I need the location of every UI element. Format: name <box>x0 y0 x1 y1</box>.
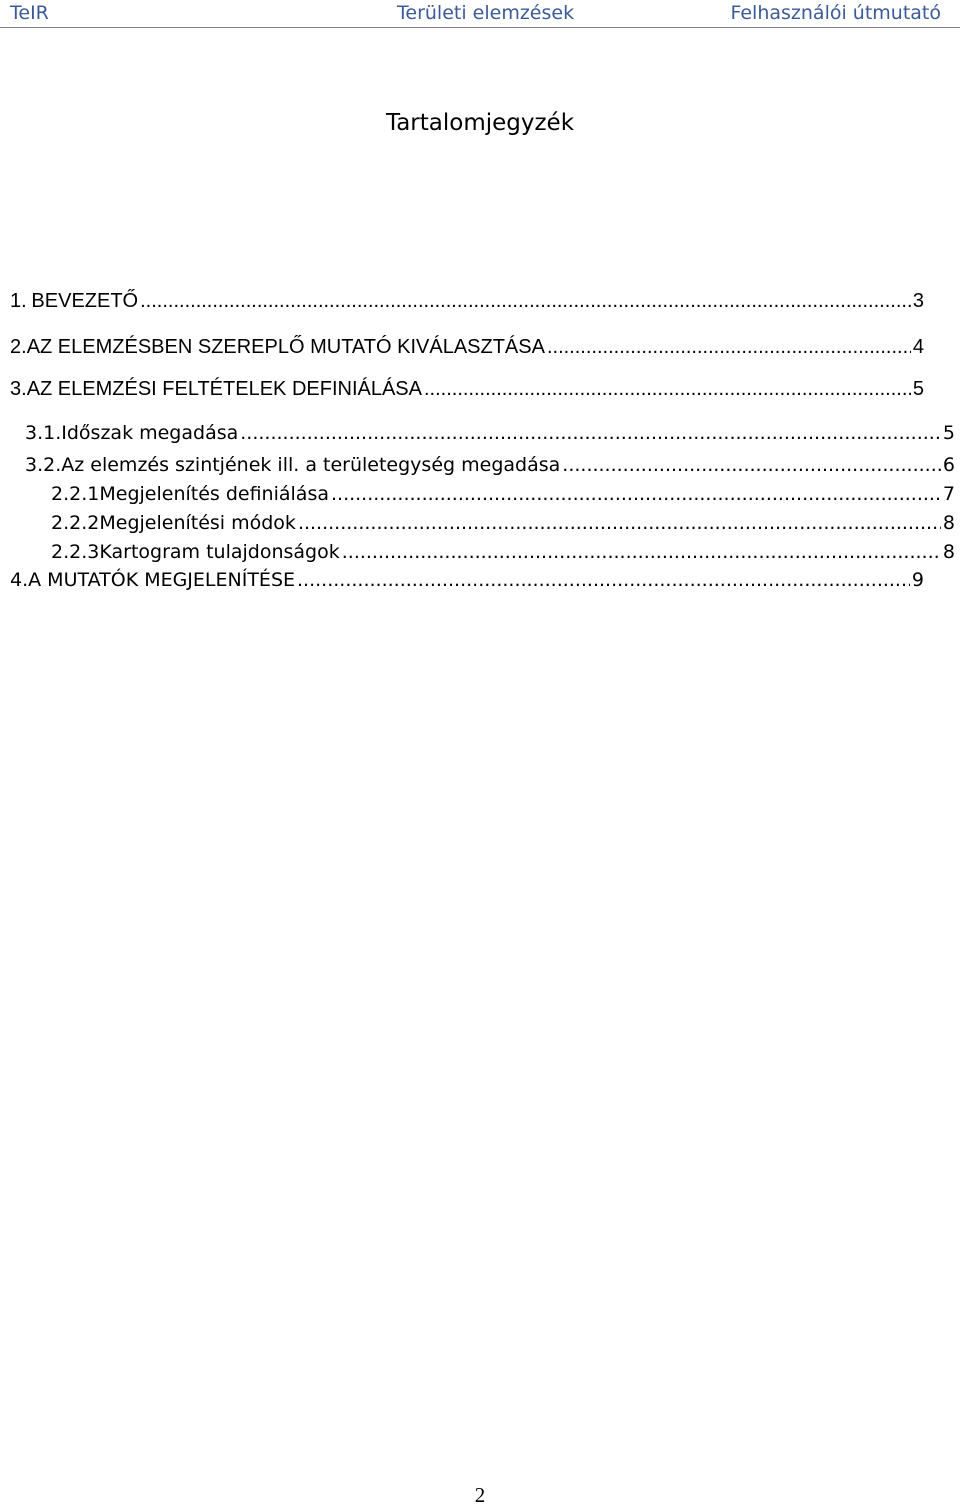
toc-entry-text: Megjelenítési módok <box>99 512 296 534</box>
toc-entry[interactable] <box>51 512 955 538</box>
toc-entry-page: 4 <box>912 336 924 358</box>
toc-entry-page: 3 <box>912 290 924 312</box>
toc-entry-number: 2. <box>10 336 27 358</box>
toc-entry-number: 3.2. <box>25 454 62 476</box>
toc-entry[interactable] <box>10 290 924 316</box>
toc-entry-text: AZ ELEMZÉSBEN SZEREPLŐ MUTATÓ KIVÁLASZTÁSA <box>26 336 545 358</box>
toc-entry[interactable] <box>10 569 924 595</box>
toc-entry-text: Megjelenítés definiálása <box>99 483 329 505</box>
header-right-text: Felhasználói útmutató <box>730 2 941 24</box>
toc-entry-text: Időszak megadása <box>61 422 239 444</box>
page-number: 2 <box>474 1483 486 1507</box>
toc-entry-page: 9 <box>911 569 924 591</box>
toc-entry-page: 8 <box>942 541 955 563</box>
toc-entry-text: BEVEZETŐ <box>31 290 139 312</box>
toc-entry-number: 2.2.3 <box>51 541 100 563</box>
toc-entry-number: 4. <box>10 569 29 591</box>
header-center-text: Területi elemzések <box>397 2 575 24</box>
toc-dot-leader <box>424 378 911 401</box>
toc-entry-page: 5 <box>912 378 924 400</box>
toc-entry-number: 2.2.1 <box>51 483 100 505</box>
toc-entry-page: 5 <box>942 422 955 444</box>
toc-dot-leader <box>140 290 911 313</box>
page-header <box>0 0 960 28</box>
toc-entry-number: 2.2.2 <box>51 512 100 534</box>
toc-entry[interactable] <box>51 483 955 509</box>
toc-dot-leader <box>562 454 941 476</box>
toc-entry-page: 6 <box>942 454 955 476</box>
toc-entry[interactable] <box>10 336 924 362</box>
toc-entry-number: 3.1. <box>25 422 62 444</box>
toc-entry-text: A MUTATÓK MEGJELENÍTÉSE <box>28 569 296 591</box>
toc-dot-leader <box>240 422 941 444</box>
toc-entry[interactable] <box>25 454 955 480</box>
toc-entry-page: 8 <box>942 512 955 534</box>
toc-dot-leader <box>298 512 941 534</box>
toc-entry[interactable] <box>10 378 924 404</box>
toc-entry[interactable] <box>51 541 955 567</box>
toc-entry-number: 3. <box>10 378 27 400</box>
toc-dot-leader <box>547 336 911 359</box>
toc-entry-page: 7 <box>942 483 955 505</box>
toc-entry[interactable] <box>25 422 955 448</box>
toc-title: Tartalomjegyzék <box>385 110 575 136</box>
toc-entry-text: AZ ELEMZÉSI FELTÉTELEK DEFINIÁLÁSA <box>26 378 422 400</box>
toc-dot-leader <box>297 569 910 591</box>
toc-entry-text: Kartogram tulajdonságok <box>99 541 340 563</box>
toc-dot-leader <box>331 483 941 505</box>
toc-entry-text: Az elemzés szintjének ill. a területegység megadása <box>61 454 561 476</box>
toc-dot-leader <box>342 541 941 563</box>
header-left-text: TeIR <box>10 2 49 24</box>
toc-entry-number: 1. <box>10 290 27 312</box>
